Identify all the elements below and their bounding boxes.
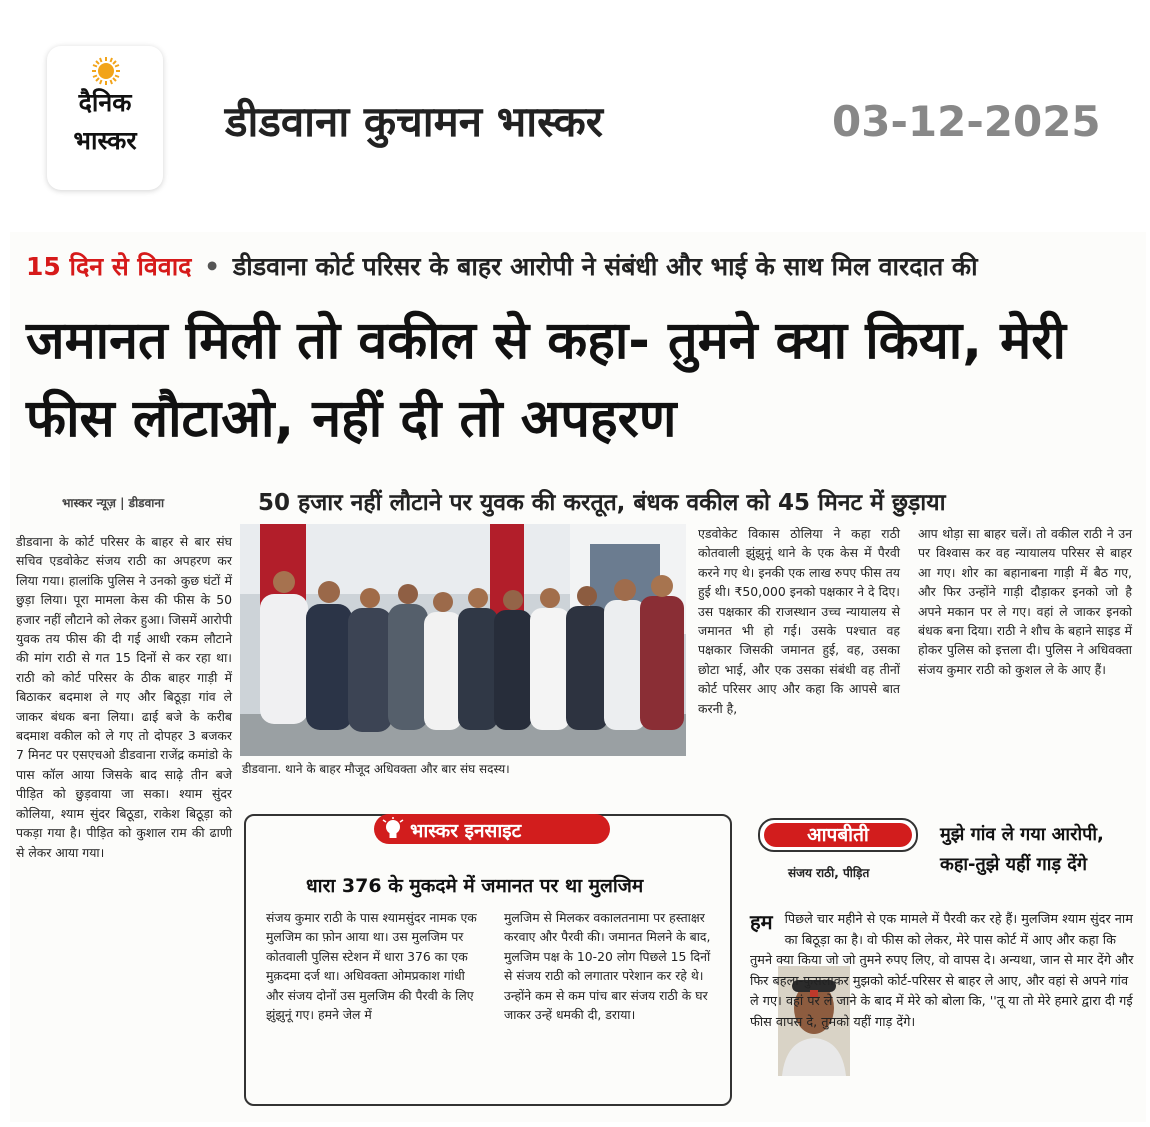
sun-logo-icon xyxy=(91,56,121,86)
aapbeeti-heading xyxy=(940,820,1140,880)
insight-column-1: संजय कुमार राठी के पास श्यामसुंदर नामक एक मुलजिम का फ़ोन आया था। उस मुलजिम पर कोतवाली पुलिस स्टेशन में धारा 376 का एक मुक़दमा दर्ज था। अधिवक्ता ओमप्रकाश गांधी और संजय दोनों उस मुलजिम की पैरवी के लिए झुंझुनूं गए। हमने जेल में xyxy=(266,910,477,1023)
article-column-3: एडवोकेट विकास ठोलिया ने कहा राठी कोतवाली झुंझुनूं थाने के एक केस में पैरवी करने गए थे। इनकी एक लाख रुपए फीस तय हुई थी। ₹50,000 इनको पक्षकार ने दे दिए। उस पक्षकार की राजस्थान उच्च न्यायालय से जमानत भी हो गई। उसके पश्चात वह पक्षकार जिसकी जमानत हुई, वह, उसका छोटा भाई, और एक उसका संबंधी वह तीनों कोर्ट परिसर आए और कहा कि आपसे बात करनी है, xyxy=(698,526,900,716)
aapbeeti-body xyxy=(750,910,1140,1034)
aapbeeti-dropcap: हम xyxy=(750,910,773,934)
group-photo-illustration xyxy=(240,524,686,756)
newspaper-clipping xyxy=(10,232,1146,1122)
edition-title: डीडवाना कुचामन भास्कर xyxy=(225,97,603,146)
aapbeeti-body-text: पिछले चार महीने से एक मामले में पैरवी कर रहे हैं। मुलजिम श्याम सुंदर नाम का बिठूड़ा का है। वो फीस को लेकर, मेरे पास कोर्ट में आए और कहा कि तुमने क्या किया जो जो तुमने रुपए लिए, वो वापस दे। अन्यथा, जान से मार देंगे और फिर बहला-फुसलाकर मुझको कोर्ट-परिसर से बाहर ले आए, और वहां से अपने गांव ले गए। वहां पर ले जाने के बाद में मेरे को बोला कि, ''तू या तो मेरे हमारे द्वारा दी गई फीस वापस दे, तुमको यहीं गाड़ देंगे। xyxy=(750,912,1134,1030)
kicker-line xyxy=(26,252,978,282)
aapbeeti-byline: संजय राठी, पीड़ित xyxy=(788,866,870,880)
aapbeeti-badge-label: आपबीती xyxy=(807,824,869,846)
app-header xyxy=(0,0,1150,200)
logo-text-line2: भास्कर xyxy=(73,126,137,155)
insight-badge xyxy=(374,814,610,844)
logo-text-line1: दैनिक xyxy=(78,88,132,117)
insight-box xyxy=(244,814,732,1106)
subheadline: 50 हजार नहीं लौटाने पर युवक की करतूत, बंधक वकील को 45 मिनट में छुड़ाया xyxy=(258,490,946,516)
kicker-text: डीडवाना कोर्ट परिसर के बाहर आरोपी ने संबंधी और भाई के साथ मिल वारदात की xyxy=(232,252,978,281)
dainik-bhaskar-logo[interactable] xyxy=(47,46,163,190)
aapbeeti-badge-fill xyxy=(764,823,912,847)
byline: भास्कर न्यूज़ | डीडवाना xyxy=(62,496,165,510)
headline: जमानत मिली तो वकील से कहा- तुमने क्या किया, मेरी फीस लौटाओ, नहीं दी तो अपहरण xyxy=(26,311,1066,449)
insight-heading: धारा 376 के मुकदमे में जमानत पर था मुलजिम xyxy=(306,875,644,897)
group-photo xyxy=(240,524,686,756)
article-column-4: आप थोड़ा सा बाहर चलें। तो वकील राठी ने उन पर विश्वास कर वह न्यायालय परिसर से बाहर आ गए। शोर का बहानाबना गाड़ी में बैठ गए, और फिर उन्होंने गाड़ी दौड़ाकर इनको जो है अपने मकान पर ले गए। वहां ले जाकर इनको बंधक बना दिया। राठी ने शौच के बहाने साइड में होकर पुलिस को इत्तला दी। पुलिस ने अधिवक्ता संजय कुमार राठी को कुशल ले के आए हैं। xyxy=(918,526,1132,677)
insight-column-2: मुलजिम से मिलकर वकालतनामा पर हस्ताक्षर करवाए और पैरवी की। जमानत मिलने के बाद, मुलजिम पक्ष के 10-20 लोग पिछले 15 दिनों से संजय राठी को लगातार परेशान कर रहे थे। उन्होंने कम से कम पांच बार संजय राठी के घर जाकर उन्हें धमकी दी, डराया। xyxy=(504,910,711,1023)
photo-caption: डीडवाना. थाने के बाहर मौजूद अधिवक्ता और बार संघ सदस्य। xyxy=(242,762,510,776)
article-column-1: डीडवाना के कोर्ट परिसर के बाहर से बार संघ सचिव एडवोकेट संजय राठी का अपहरण कर लिया गया। हालांकि पुलिस ने उनको कुछ घंटों में छुड़ा लिया। पूरा मामला केस की फीस के 50 हजार नहीं लौटाने को लेकर हुआ। जिसमें आरोपी युवक तय फीस की दी गई आधी रकम लौटाने की मांग राठी से गत 15 दिनों से कर रहा था। राठी को कोर्ट परिसर के ठीक बाहर गाड़ी में बिठाकर बदमाश ले गए और बिठूड़ा गांव ले जाकर बंधक बना लिया। ढाई बजे के करीब बदमाश वकील को ले गए तो दोपहर 3 बजकर 7 मिनट पर एसएचओ डीडवाना राजेंद्र कमांडो के पास कॉल आया जिसके बाद साढ़े तीन बजे पीड़ित को छुड़वाया जा सका। श्याम सुंदर कोलिया, श्याम सुंदर बिठूडा, राकेश बिठूड़ा को पकड़ा गया है। पीड़ित को कुशाल राम की ढाणी से लेकर आया गया। xyxy=(16,534,232,860)
kicker-bullet: • xyxy=(204,252,221,281)
kicker-highlight: 15 दिन से विवाद xyxy=(26,252,192,281)
lightbulb-icon xyxy=(382,817,404,841)
edition-date: 03-12-2025 xyxy=(832,97,1101,146)
aapbeeti-heading-line1: मुझे गांव ले गया आरोपी, xyxy=(940,824,1104,845)
aapbeeti-heading-line2: कहा-तुझे यहीं गाड़ देंगे xyxy=(940,854,1087,875)
aapbeeti-badge xyxy=(758,818,918,852)
insight-badge-label: भास्कर इनसाइट xyxy=(410,820,522,842)
